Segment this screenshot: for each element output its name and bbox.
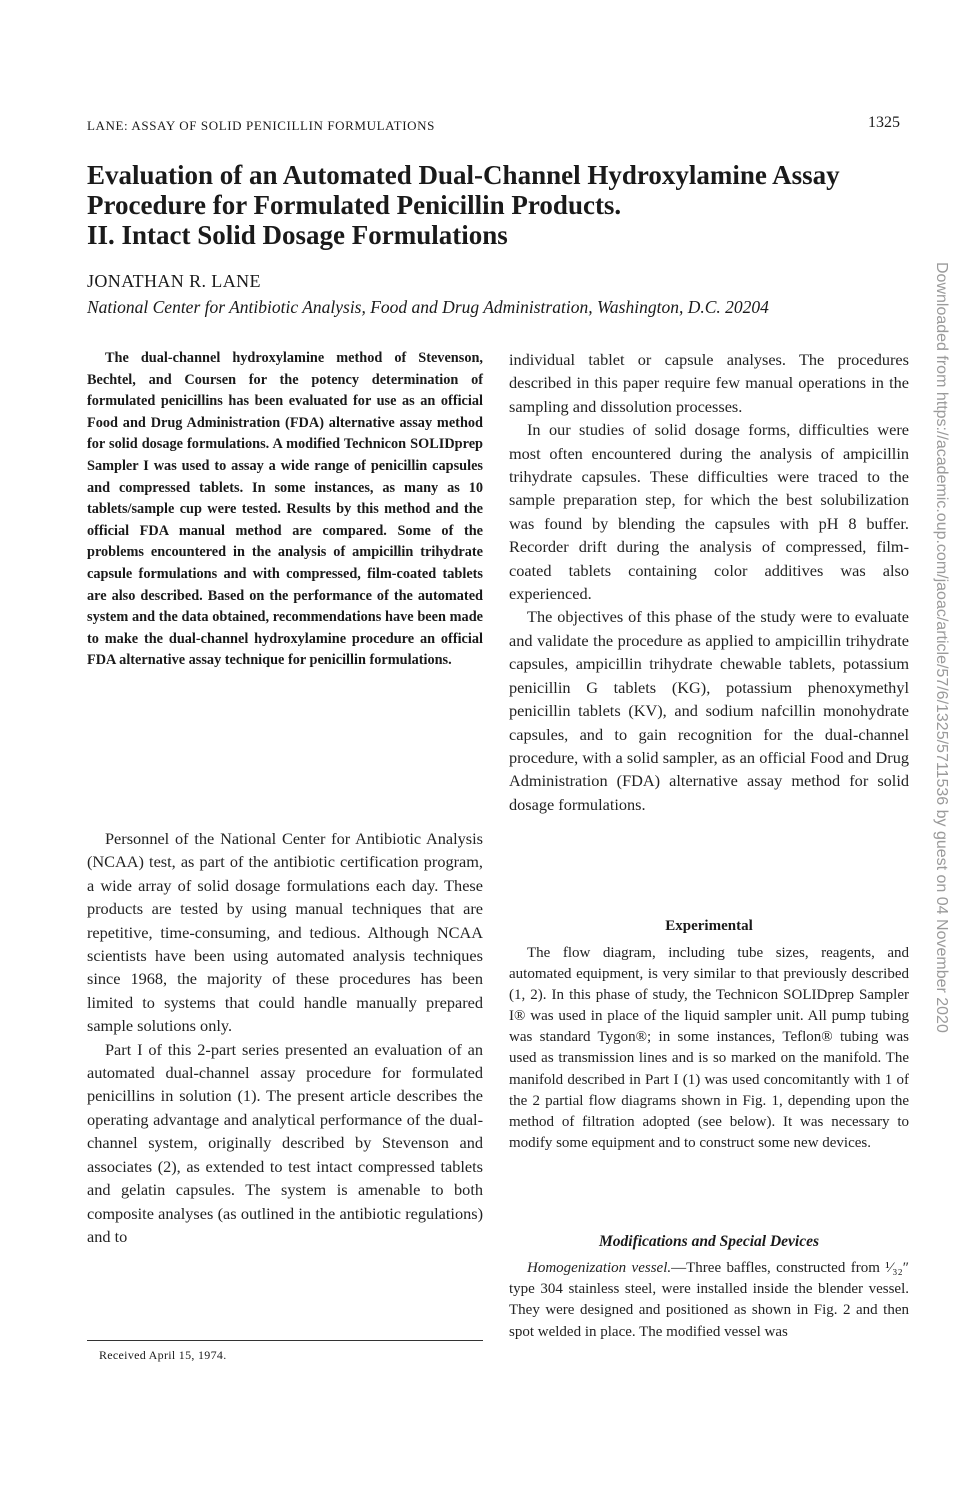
page-number: 1325	[868, 114, 900, 131]
footnote: Received April 15, 1974.	[99, 1348, 227, 1362]
abstract-text: The dual-channel hydroxylamine method of Stevenson, Bechtel, and Coursen for the potency determination of formulated penicillins has been evaluated for use as an official Food and Drug Administration (FDA) alternative assay method for solid dosage formulations. A modified Technicon SOLIDprep Sampler I was used to assay a wide range of penicillin capsules and compressed tablets. In some instances, as many as 10 tablets/sample cup were tested. Results by this method and the official FDA manual method are compared. Some of the problems encountered in the analysis of ampicillin trihydrate capsule formulations and with compressed, film-coated tablets are also described. Based on the performance of the automated system and the data obtained, recommendations have been made to make the dual-channel hydroxylamine procedure an official FDA alternative assay technique for penicillin formulations.	[87, 350, 483, 669]
paragraph: The objectives of this phase of the study were to evaluate and validate the procedure as applied to ampicillin trihydrate capsules, ampicillin trihydrate chewable tablets, potassium penicillin G tablets (KG), potassium phenoxymethyl penicillin tablets (KV), and sodium nafcillin monohydrate capsules, and to gain recognition for the dual-channel procedure, with a solid sampler, as an official Food and Drug Administration (FDA) alternative assay method for solid dosage formulations.	[509, 607, 909, 814]
paragraph-text: —Three baffles, constructed from ¹⁄₃₂″ type 304 stainless steel, were installed inside the blender vessel. They were designed and positioned as shown in Fig. 2 and then spot welded in place. The modified vessel was	[509, 1260, 909, 1340]
paragraph: Part I of this 2-part series presented an evaluation of an automated dual-channel assay procedure for formulated penicillins in solution (1). The present article describes the operating advantage and analytical performance of the dual-channel system, originally described by Stevenson and associates (2), as extended to test intact compressed tablets and gelatin capsules. The system is amenable to both composite analyses (as outlined in the antibiotic regulations) and to	[87, 1039, 483, 1246]
article-title	[87, 160, 887, 250]
download-watermark	[930, 262, 952, 1162]
author: JONATHAN R. LANE	[87, 271, 261, 291]
paragraph: individual tablet or capsule analyses. The procedures described in this paper require few manual operations in the sampling and dissolution processes.	[509, 350, 909, 416]
paragraph	[509, 1258, 909, 1343]
introduction-right-column	[509, 348, 909, 816]
paragraph: The flow diagram, including tube sizes, reagents, and automated equipment, is very similar to that previously described (1, 2). In this phase of study, the Technicon SOLIDprep Sampler I® was used in place of the liquid sampler unit. All pump tubing was standard Tygon®; in some instances, Teflon® tubing was used as transmission lines and is so marked on the manifold. The manifold described in Part I (1) was used concomitantly with 1 of the 2 partial flow diagrams shown in Fig. 1, depending upon the method of filtration adopted (see below). It was necessary to modify some equipment and to construct some new devices.	[509, 945, 909, 1151]
introduction-left-column	[87, 827, 483, 1248]
subsection-heading-modifications: Modifications and Special Devices	[599, 1233, 819, 1250]
paragraph: Personnel of the National Center for Antibiotic Analysis (NCAA) test, as part of the antibiotic certification program, a wide array of solid dosage formulations each day. These products are tested by using manual techniques that are repetitive, time-consuming, and tedious. Although NCAA scientists have been using automated analysis techniques since 1968, the majority of these procedures has been limited to systems that could handle manually prepared sample solutions only.	[87, 829, 483, 1036]
title-line: Evaluation of an Automated Dual-Channel Hydroxylamine Assay	[87, 160, 840, 190]
running-head: LANE: ASSAY OF SOLID PENICILLIN FORMULATIONS	[87, 118, 435, 133]
title-line: II. Intact Solid Dosage Formulations	[87, 220, 508, 250]
modifications-section	[509, 1258, 909, 1343]
paragraph: In our studies of solid dosage forms, difficulties were most often encountered during the analysis of ampicillin trihydrate capsules. These difficulties were traced to the sample preparation step, for which the best solubilization was found by blending the capsules with pH 8 buffer. Recorder drift during the analysis of compressed, film-coated tablets containing color additives was also experienced.	[509, 420, 909, 604]
footnote-rule	[87, 1340, 483, 1341]
section-heading-experimental: Experimental	[665, 918, 753, 934]
title-line: Procedure for Formulated Penicillin Products.	[87, 190, 622, 220]
experimental-section	[509, 943, 909, 1154]
run-in-heading: Homogenization vessel.	[527, 1260, 672, 1276]
watermark-text: Downloaded from https://academic.oup.com/jaoac/article/57/6/1325/5711536 by guest on 04 November 2020	[933, 262, 950, 1033]
abstract	[87, 348, 483, 672]
affiliation: National Center for Antibiotic Analysis, Food and Drug Administration, Washington, D.C. 20204	[87, 297, 769, 317]
